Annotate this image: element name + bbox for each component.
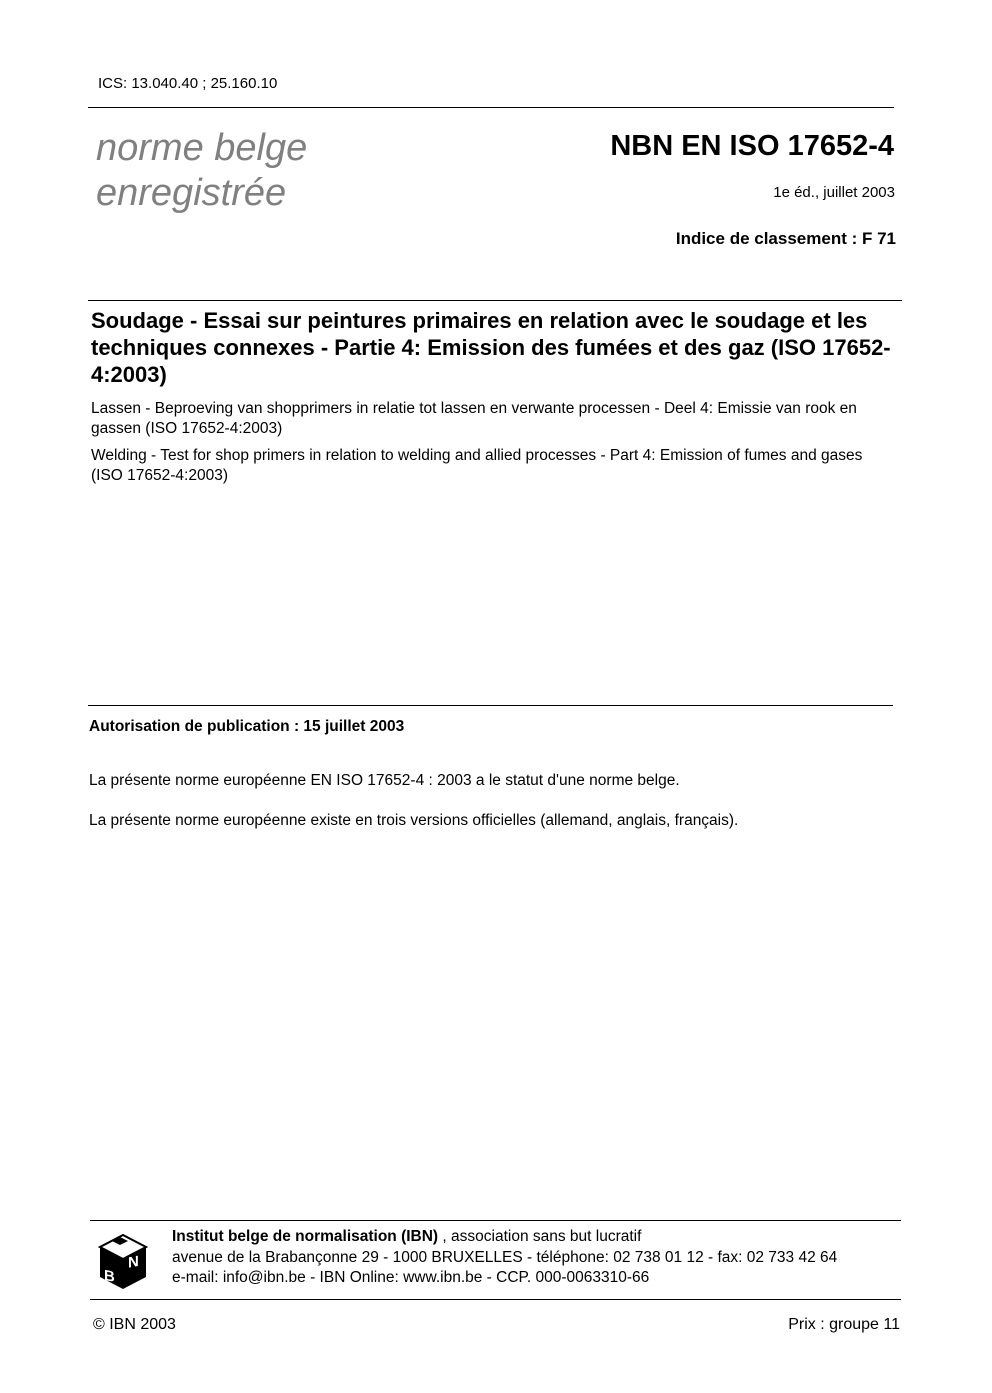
title-french: Soudage - Essai sur peintures primaires en relation avec le soudage et les techniques connexes - Partie 4: Emission des fumées et des gaz (ISO 17652-4:2003) <box>91 308 891 387</box>
publication-authorization: Autorisation de publication : 15 juillet 2003 <box>89 718 405 735</box>
footer-top-divider <box>90 1220 901 1221</box>
price-group: Prix : groupe 11 <box>788 1316 900 1333</box>
title-english: Welding - Test for shop primers in relation to welding and allied processes - Part 4: Emission of fumes and gases (ISO 17652-4:2003) <box>91 447 863 484</box>
ibn-logo-icon <box>98 1233 148 1291</box>
standard-number: NBN EN ISO 17652-4 <box>610 130 894 162</box>
edition: 1e éd., juillet 2003 <box>773 184 895 201</box>
title-divider <box>88 300 902 301</box>
status-paragraph: La présente norme européenne EN ISO 17652-4 : 2003 a le statut d'une norme belge. <box>89 772 680 789</box>
contact-line: e-mail: info@ibn.be - IBN Online: www.ibn.be - CCP. 000-0063310-66 <box>172 1269 650 1286</box>
institute-line <box>172 1227 837 1248</box>
versions-paragraph: La présente norme européenne existe en trois versions officielles (allemand, anglais, français). <box>89 812 739 829</box>
grey-title <box>96 126 307 216</box>
body-divider <box>88 705 893 706</box>
address-line: avenue de la Brabançonne 29 - 1000 BRUXELLES - téléphone: 02 738 01 12 - fax: 02 733 42 64 <box>172 1248 838 1266</box>
grey-title-line1: norme belge <box>96 127 308 169</box>
top-divider <box>88 107 894 108</box>
grey-title-line2: enregistrée <box>96 172 287 214</box>
svg-text:N: N <box>128 1252 139 1272</box>
title-dutch: Lassen - Beproeving van shopprimers in relatie tot lassen en verwante processen - Deel 4: Emissie van rook en gassen (ISO 17652-4:2003) <box>91 400 857 437</box>
classification-index: Indice de classement : F 71 <box>675 229 896 248</box>
ics-code: ICS: 13.040.40 ; 25.160.10 <box>98 75 278 92</box>
copyright: © IBN 2003 <box>93 1316 176 1333</box>
footer-contact <box>172 1227 837 1289</box>
institute-suffix: , association sans but lucratif <box>438 1228 642 1245</box>
svg-text:B: B <box>104 1267 115 1286</box>
footer-bottom-divider <box>90 1299 901 1300</box>
institute-name: Institut belge de normalisation (IBN) <box>172 1228 439 1245</box>
